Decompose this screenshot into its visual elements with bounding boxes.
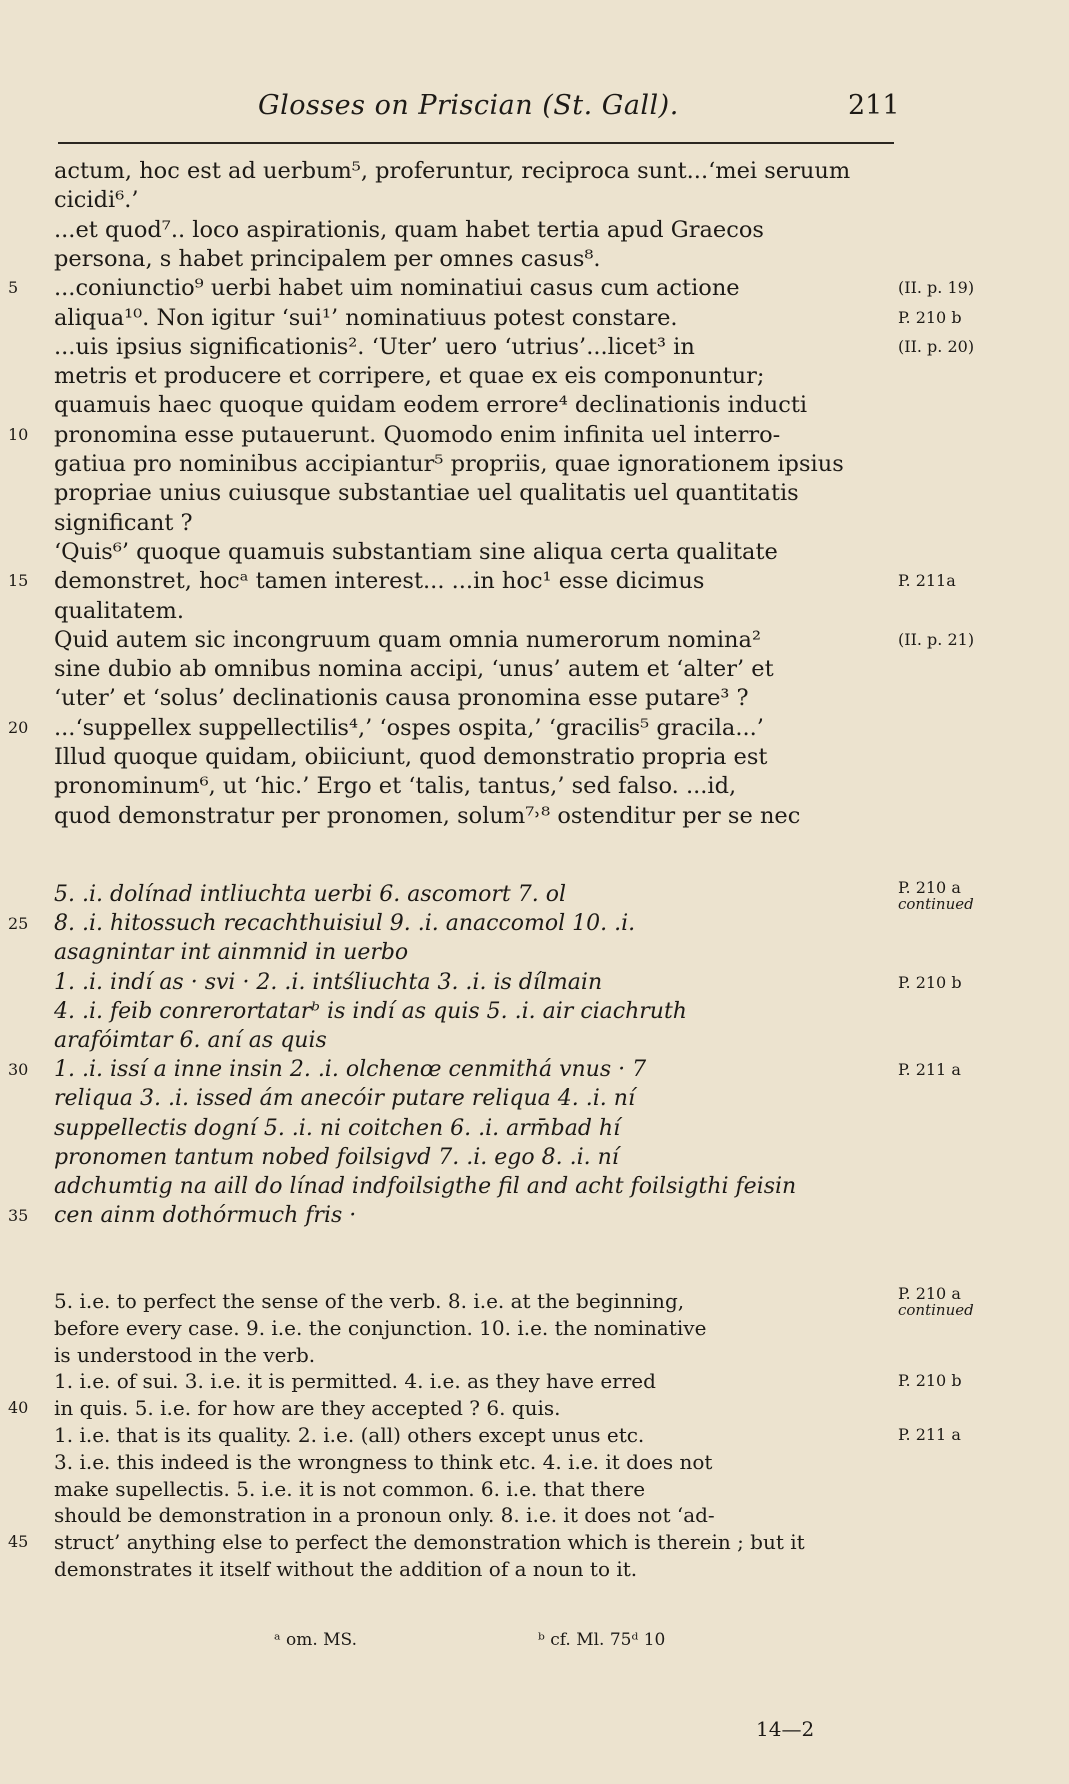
margin-folio: (II. p. 20) bbox=[898, 336, 975, 356]
text-line: 8. .i. hitossuch recachthuisiul 9. .i. anaccomol 10. .i. bbox=[54, 911, 636, 937]
line-number: 5 bbox=[8, 278, 19, 298]
text-line: Illud quoque quidam, obiiciunt, quod demonstratio propria est bbox=[54, 744, 768, 770]
margin-folio: P. 210 a bbox=[898, 878, 961, 897]
text-line: in quis. 5. i.e. for how are they accepted ? 6. quis. bbox=[54, 1396, 561, 1421]
margin-continued: continued bbox=[898, 1301, 974, 1319]
margin-folio: (II. p. 21) bbox=[898, 629, 975, 649]
text-line: aliqua¹⁰. Non igitur ‘sui¹’ nominatiuus potest constare. bbox=[54, 304, 678, 331]
text-line: 3. i.e. this indeed is the wrongness to think etc. 4. i.e. it does not bbox=[54, 1449, 713, 1474]
header-rule bbox=[58, 142, 894, 144]
text-line: pronomina esse putauerunt. Quomodo enim infinita uel interro- bbox=[54, 421, 781, 448]
line-number: 45 bbox=[8, 1532, 29, 1552]
text-line: cen ainm dothórmuch fris · bbox=[54, 1203, 357, 1229]
text-line: pronomen tantum nobed foilsigvd 7. .i. ego 8. .i. ní bbox=[54, 1144, 619, 1170]
text-line: ...coniunctio⁹ uerbi habet uim nominatiui casus cum actione bbox=[54, 275, 740, 302]
margin-folio: P. 211a bbox=[898, 571, 956, 591]
text-line: ‘uter’ et ‘solus’ declinationis causa pronomina esse putare³ ? bbox=[54, 685, 749, 712]
margin-reference bbox=[898, 1284, 974, 1319]
text-line: 1. .i. indí as · svi · 2. .i. intśliuchta 3. .i. is dílmain bbox=[54, 969, 603, 995]
text-line: is understood in the verb. bbox=[54, 1342, 316, 1367]
text-line: asagnintar int ainmnid in uerbo bbox=[54, 940, 409, 966]
margin-reference bbox=[898, 968, 962, 998]
text-line: adchumtig na aill do línad indfoilsigthe fil and acht foilsigthi feisin bbox=[54, 1174, 797, 1199]
margin-continued: continued bbox=[898, 895, 974, 913]
text-line: gatiua pro nominibus accipiantur⁵ propriis, quae ignorationem ipsius bbox=[54, 451, 844, 477]
text-line: ‘Quis⁶’ quoque quamuis substantiam sine aliqua certa qualitate bbox=[54, 538, 778, 565]
text-line: ...uis ipsius significationis². ‘Uter’ uero ‘utrius’...licet³ in bbox=[54, 333, 695, 360]
text-line: quod demonstratur per pronomen, solum⁷˒⁸ ostenditur per se nec bbox=[54, 802, 801, 829]
text-line: ...et quod⁷.. loco aspirationis, quam habet tertia apud Graecos bbox=[54, 216, 764, 243]
text-line: cicidi⁶.’ bbox=[54, 187, 139, 214]
signature-mark: 14—2 bbox=[756, 1717, 815, 1741]
text-line: qualitatem. bbox=[54, 597, 185, 624]
margin-folio: P. 210 b bbox=[898, 1371, 962, 1391]
margin-folio: P. 210 a bbox=[898, 1284, 961, 1303]
page-number: 211 bbox=[848, 90, 900, 121]
margin-folio: P. 210 b bbox=[898, 307, 962, 327]
margin-reference bbox=[898, 566, 956, 596]
text-line: before every case. 9. i.e. the conjunction. 10. i.e. the nominative bbox=[54, 1315, 707, 1340]
margin-folio: P. 210 b bbox=[898, 972, 962, 992]
text-line: sine dubio ab omnibus nomina accipi, ‘unus’ autem et ‘alter’ et bbox=[54, 656, 774, 683]
text-line: 4. .i. feib conrerortatarᵇ is indí as quis 5. .i. air ciachruth bbox=[54, 998, 687, 1024]
text-line: metris et producere et corripere, et quae ex eis componuntur; bbox=[54, 363, 765, 390]
text-line: 1. .i. issí a inne insin 2. .i. olchenœ cenmithá vnus · 7 bbox=[54, 1057, 647, 1083]
text-line: reliqua 3. .i. issed ám anecóir putare reliqua 4. .i. ní bbox=[54, 1086, 635, 1112]
footnote-a: ᵃ om. MS. bbox=[274, 1630, 357, 1650]
line-number: 40 bbox=[8, 1398, 29, 1418]
text-line: persona, s habet principalem per omnes casus⁸. bbox=[54, 245, 601, 272]
margin-folio: P. 211 a bbox=[898, 1425, 961, 1444]
line-number: 20 bbox=[8, 717, 29, 737]
text-line: make supellectis. 5. i.e. it is not common. 6. i.e. that there bbox=[54, 1476, 646, 1501]
text-line: suppellectis dogní 5. .i. ni coitchen 6. .i. arm̄bad hí bbox=[54, 1115, 621, 1141]
margin-reference bbox=[898, 878, 974, 913]
margin-reference bbox=[898, 625, 974, 655]
line-number: 15 bbox=[8, 571, 29, 591]
running-title: Glosses on Priscian (St. Gall). bbox=[258, 90, 679, 121]
margin-reference bbox=[898, 1420, 961, 1450]
text-line: 1. i.e. that is its quality. 2. i.e. (all) others except unus etc. bbox=[54, 1423, 645, 1447]
margin-folio: (II. p. 19) bbox=[898, 278, 975, 298]
margin-folio: P. 211 a bbox=[898, 1060, 961, 1080]
text-line: significant ? bbox=[54, 509, 193, 536]
text-line: Quid autem sic incongruum quam omnia numerorum nomina² bbox=[54, 626, 761, 653]
text-line: propriae unius cuiusque substantiae uel qualitatis uel quantitatis bbox=[54, 480, 799, 507]
text-line: 1. i.e. of sui. 3. i.e. it is permitted. 4. i.e. as they have erred bbox=[54, 1369, 656, 1394]
margin-reference bbox=[898, 303, 962, 333]
line-number: 10 bbox=[8, 424, 29, 444]
line-number: 35 bbox=[8, 1206, 29, 1226]
line-number: 25 bbox=[8, 914, 29, 934]
text-line: demonstret, hocᵃ tamen interest... ...in hoc¹ esse dicimus bbox=[54, 568, 705, 595]
running-header bbox=[0, 90, 1069, 126]
margin-reference bbox=[898, 1055, 961, 1085]
margin-reference bbox=[898, 1366, 962, 1396]
text-line: demonstrates it itself without the addition of a noun to it. bbox=[54, 1557, 638, 1581]
text-line: 5. .i. dolínad intliuchta uerbi 6. ascomort 7. ol bbox=[54, 882, 566, 907]
text-line: pronominum⁶, ut ‘hic.’ Ergo et ‘talis, tantus,’ sed falso. ...id, bbox=[54, 773, 737, 800]
text-line: 5. i.e. to perfect the sense of the verb. 8. i.e. at the beginning, bbox=[54, 1289, 685, 1313]
line-number: 30 bbox=[8, 1060, 29, 1080]
footnote-b: ᵇ cf. Ml. 75ᵈ 10 bbox=[538, 1630, 666, 1650]
text-line: struct’ anything else to perfect the demonstration which is therein ; but it bbox=[54, 1530, 805, 1555]
text-line: arafóimtar 6. aní as quis bbox=[54, 1028, 327, 1053]
text-line: quamuis haec quoque quidam eodem errore⁴ declinationis inducti bbox=[54, 392, 808, 419]
text-line: actum, hoc est ad uerbum⁵, proferuntur, reciproca sunt...‘mei seruum bbox=[54, 158, 851, 184]
text-line: should be demonstration in a pronoun only. 8. i.e. it does not ‘ad- bbox=[54, 1503, 715, 1528]
margin-reference bbox=[898, 273, 974, 303]
text-line: ...‘suppellex suppellectilis⁴,’ ‘ospes ospita,’ ‘gracilis⁵ gracila...’ bbox=[54, 714, 764, 741]
margin-reference bbox=[898, 332, 974, 362]
